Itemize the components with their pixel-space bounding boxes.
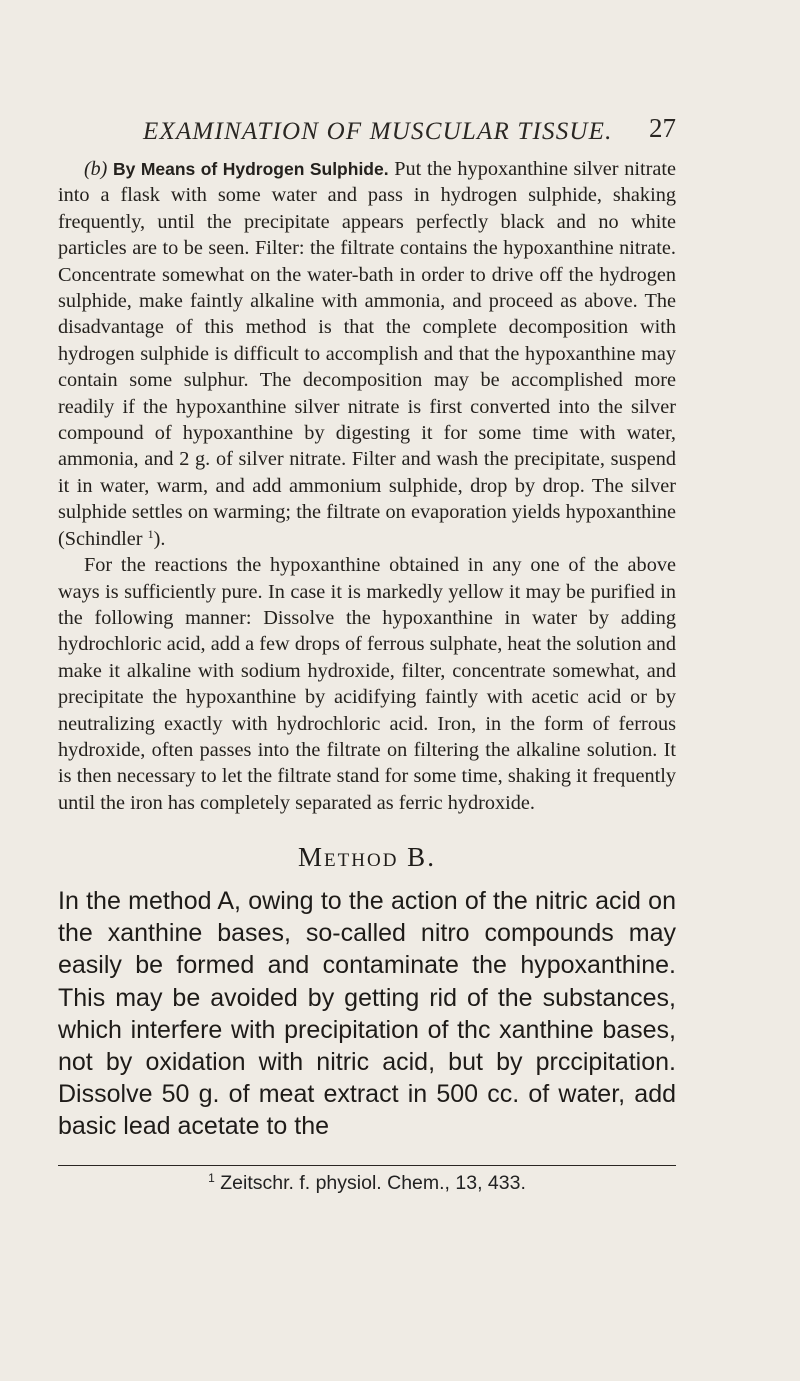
paragraph-b-title: By Means of Hydrogen Sulphide.	[113, 159, 389, 179]
paragraph-b-marker: (b)	[84, 158, 108, 180]
paragraph-b-tail: ).	[153, 527, 166, 550]
footnote-reference: 1	[147, 526, 154, 541]
footnote-text: Zeitschr. f. physiol. Chem., 13, 433.	[220, 1172, 526, 1194]
paragraph-purification	[58, 552, 676, 816]
paragraph-b	[58, 156, 676, 552]
method-b-text-block	[58, 885, 676, 1143]
page-number: 27	[649, 113, 676, 143]
footnote-divider	[58, 1165, 676, 1166]
running-title: EXAMINATION OF MUSCULAR TISSUE.	[143, 118, 613, 145]
page-header	[143, 113, 676, 158]
paragraph-method-b: In the method A, owing to the action of the nitric acid on the xanthine bases, so-called nitro compounds may easily be formed and contaminate the hypoxanthine. This may be avoided by getting rid of the substances, which interfere with precipitation of thc xanthine bases, not by oxidation with nitric acid, but by prccipitation. Dissolve 50 g. of meat extract in 500 cc. of water, add basic lead acetate to the	[58, 887, 676, 1141]
paragraph-purification-text: For the reactions the hypoxanthine obtained in any one of the above ways is sufficiently pure. In case it is markedly yellow it may be purified in the following manner: Dissolve the hypoxanthine in water by adding hydrochloric acid, add a few drops of ferrous sulphate, heat the solution and make it alkaline with sodium hydroxide, filter, concentrate somewhat, and precipitate the hypoxanthine by acidifying faintly with acetic acid or by neutralizing exactly with hydrochloric acid. Iron, in the form of ferrous hydroxide, often passes into the filtrate on filtering the alkaline solution. It is then necessary to let the filtrate stand for some time, shaking it frequently until the iron has completely separated as ferric hydroxide.	[58, 554, 676, 814]
paragraph-b-text: Put the hypoxanthine silver nitrate into a flask with some water and pass in hydrogen sulphide, shaking frequently, until the precipitate appears perfectly black and no white particles are to be seen. Filter: the filtrate contains the hypoxanthine nitrate. Concentrate somewhat on the water-bath in order to drive off the hydrogen sulphide, make faintly alkaline with ammonia, and proceed as above. The disadvantage of this method is that the complete decomposition with hydrogen sulphide is difficult to accomplish and that the hypoxanthine may contain some sulphur. The decomposition may be accomplished more readily if the hypoxanthine silver nitrate is first converted into the silver compound of hypoxanthine by digesting it for some time with water, ammonia, and 2 g. of silver nitrate. Filter and wash the precipitate, suspend it in water, warm, and add ammonium sulphide, drop by drop. The silver sulphide settles on warming; the filtrate on evaporation yields hypoxanthine (Schindler	[58, 158, 677, 550]
main-text-block	[58, 156, 676, 816]
footnote	[58, 1172, 676, 1195]
section-heading-method-b: Method B.	[298, 842, 436, 872]
footnote-marker: 1	[208, 1171, 215, 1185]
